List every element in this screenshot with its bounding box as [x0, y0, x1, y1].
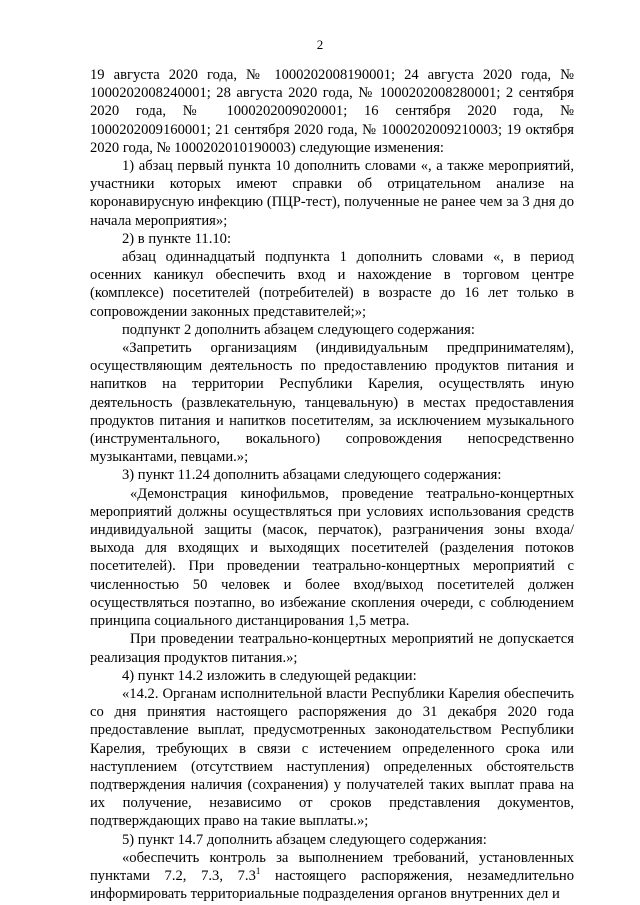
paragraph-item-2-subpoint: подпункт 2 дополнить абзацем следующего содержания: [122, 321, 475, 338]
paragraph-item-5-text-before: «обеспечить контроль за выполнением требований, установленных пунктами 7.2, 7.3, 7.3 [90, 849, 574, 884]
paragraph-item-3-quote-end: При проведении театрально-концертных мероприятий не допускается реализация продуктов питания.»; [90, 631, 574, 666]
superscript-index: 1 [255, 865, 261, 876]
document-body [90, 66, 574, 903]
paragraph-item-3-heading: 3) пункт 11.24 дополнить абзацами следующего содержания: [122, 467, 502, 484]
paragraph-item-2-heading: 2) в пункте 11.10: [122, 230, 232, 247]
paragraph-item-2-abzac: абзац одиннадцатый подпункта 1 дополнить словами «, в период осенних каникул обеспечить вход и нахождение в торговом центре (комплексе) посетителей (потребителей) в возрасте до 16 лет только в сопровождении законных представителей;»; [90, 249, 574, 320]
paragraph-item-3-quote: «Демонстрация кинофильмов, проведение театрально-концертных мероприятий должны осуществляться при условиях использования средств индивидуальной защиты (масок, перчаток), разграничения зоны входа/выхода для входящих и выходящих посетителей (разделения потоков посетителей). При проведении театрально-концертных мероприятий с численностью 50 человек и более вход/выход посетителей должен осуществляться поэтапно, во избежание скопления очереди, с соблюдением принципа социального дистанцирования 1,5 метра. [90, 485, 574, 630]
paragraph-item-4-quote: «14.2. Органам исполнительной власти Республики Карелия обеспечить со дня принятия настоящего распоряжения до 31 декабря 2020 года предоставление выплат, предусмотренных законодательством Республики Карелия, требующих в связи с истечением определенного срока или наступлением (отсутствием наступления) определенных обстоятельств подтверждения наличия (сохранения) у получателей таких выплат права на их получение, независимо от сроков представления документов, подтверждающих право на такие выплаты.»; [90, 685, 574, 830]
paragraph-item-4-heading: 4) пункт 14.2 изложить в следующей редакции: [122, 667, 417, 684]
paragraph-item-5-text-after: настоящего распоряжения, незамедлительно информировать территориальные подразделения органов внутренних дел и [90, 867, 574, 903]
paragraph-dates-list: 19 августа 2020 года, № 1000202008190001; 24 августа 2020 года, № 1000202008240001; 28 августа 2020 года, № 1000202008280001; 2 сентября 2020 года, № 1000202009020001; 16 сентября 2020 года, № 1000202009160001; 21 сентября 2020 года, № 1000202009210003; 19 октября 2020 года, № 1000202010190003) следующие изменения: [90, 67, 574, 156]
paragraph-item-2-quote: «Запретить организациям (индивидуальным предпринимателям), осуществляющим деятельность по предоставлению продуктов питания и напитков на территории Республики Карелия, осуществлять иную деятельность (развлекательную, танцевальную) в местах предоставления продуктов питания и напитков посетителям, за исключением музыкального (инструментального, вокального) сопровождения непосредственно музыкантами, певцами.»; [90, 340, 574, 466]
page-number: 2 [316, 37, 324, 52]
paragraph-item-5-quote [90, 849, 574, 904]
paragraph-item-1: 1) абзац первый пункта 10 дополнить словами «, а также мероприятий, участники которых имеют справки об отрицательном анализе на коронавирусную инфекцию (ПЦР-тест), полученные не ранее чем за 3 дня до начала мероприятия»; [90, 158, 574, 229]
paragraph-item-5-heading: 5) пункт 14.7 дополнить абзацем следующего содержания: [122, 831, 487, 848]
